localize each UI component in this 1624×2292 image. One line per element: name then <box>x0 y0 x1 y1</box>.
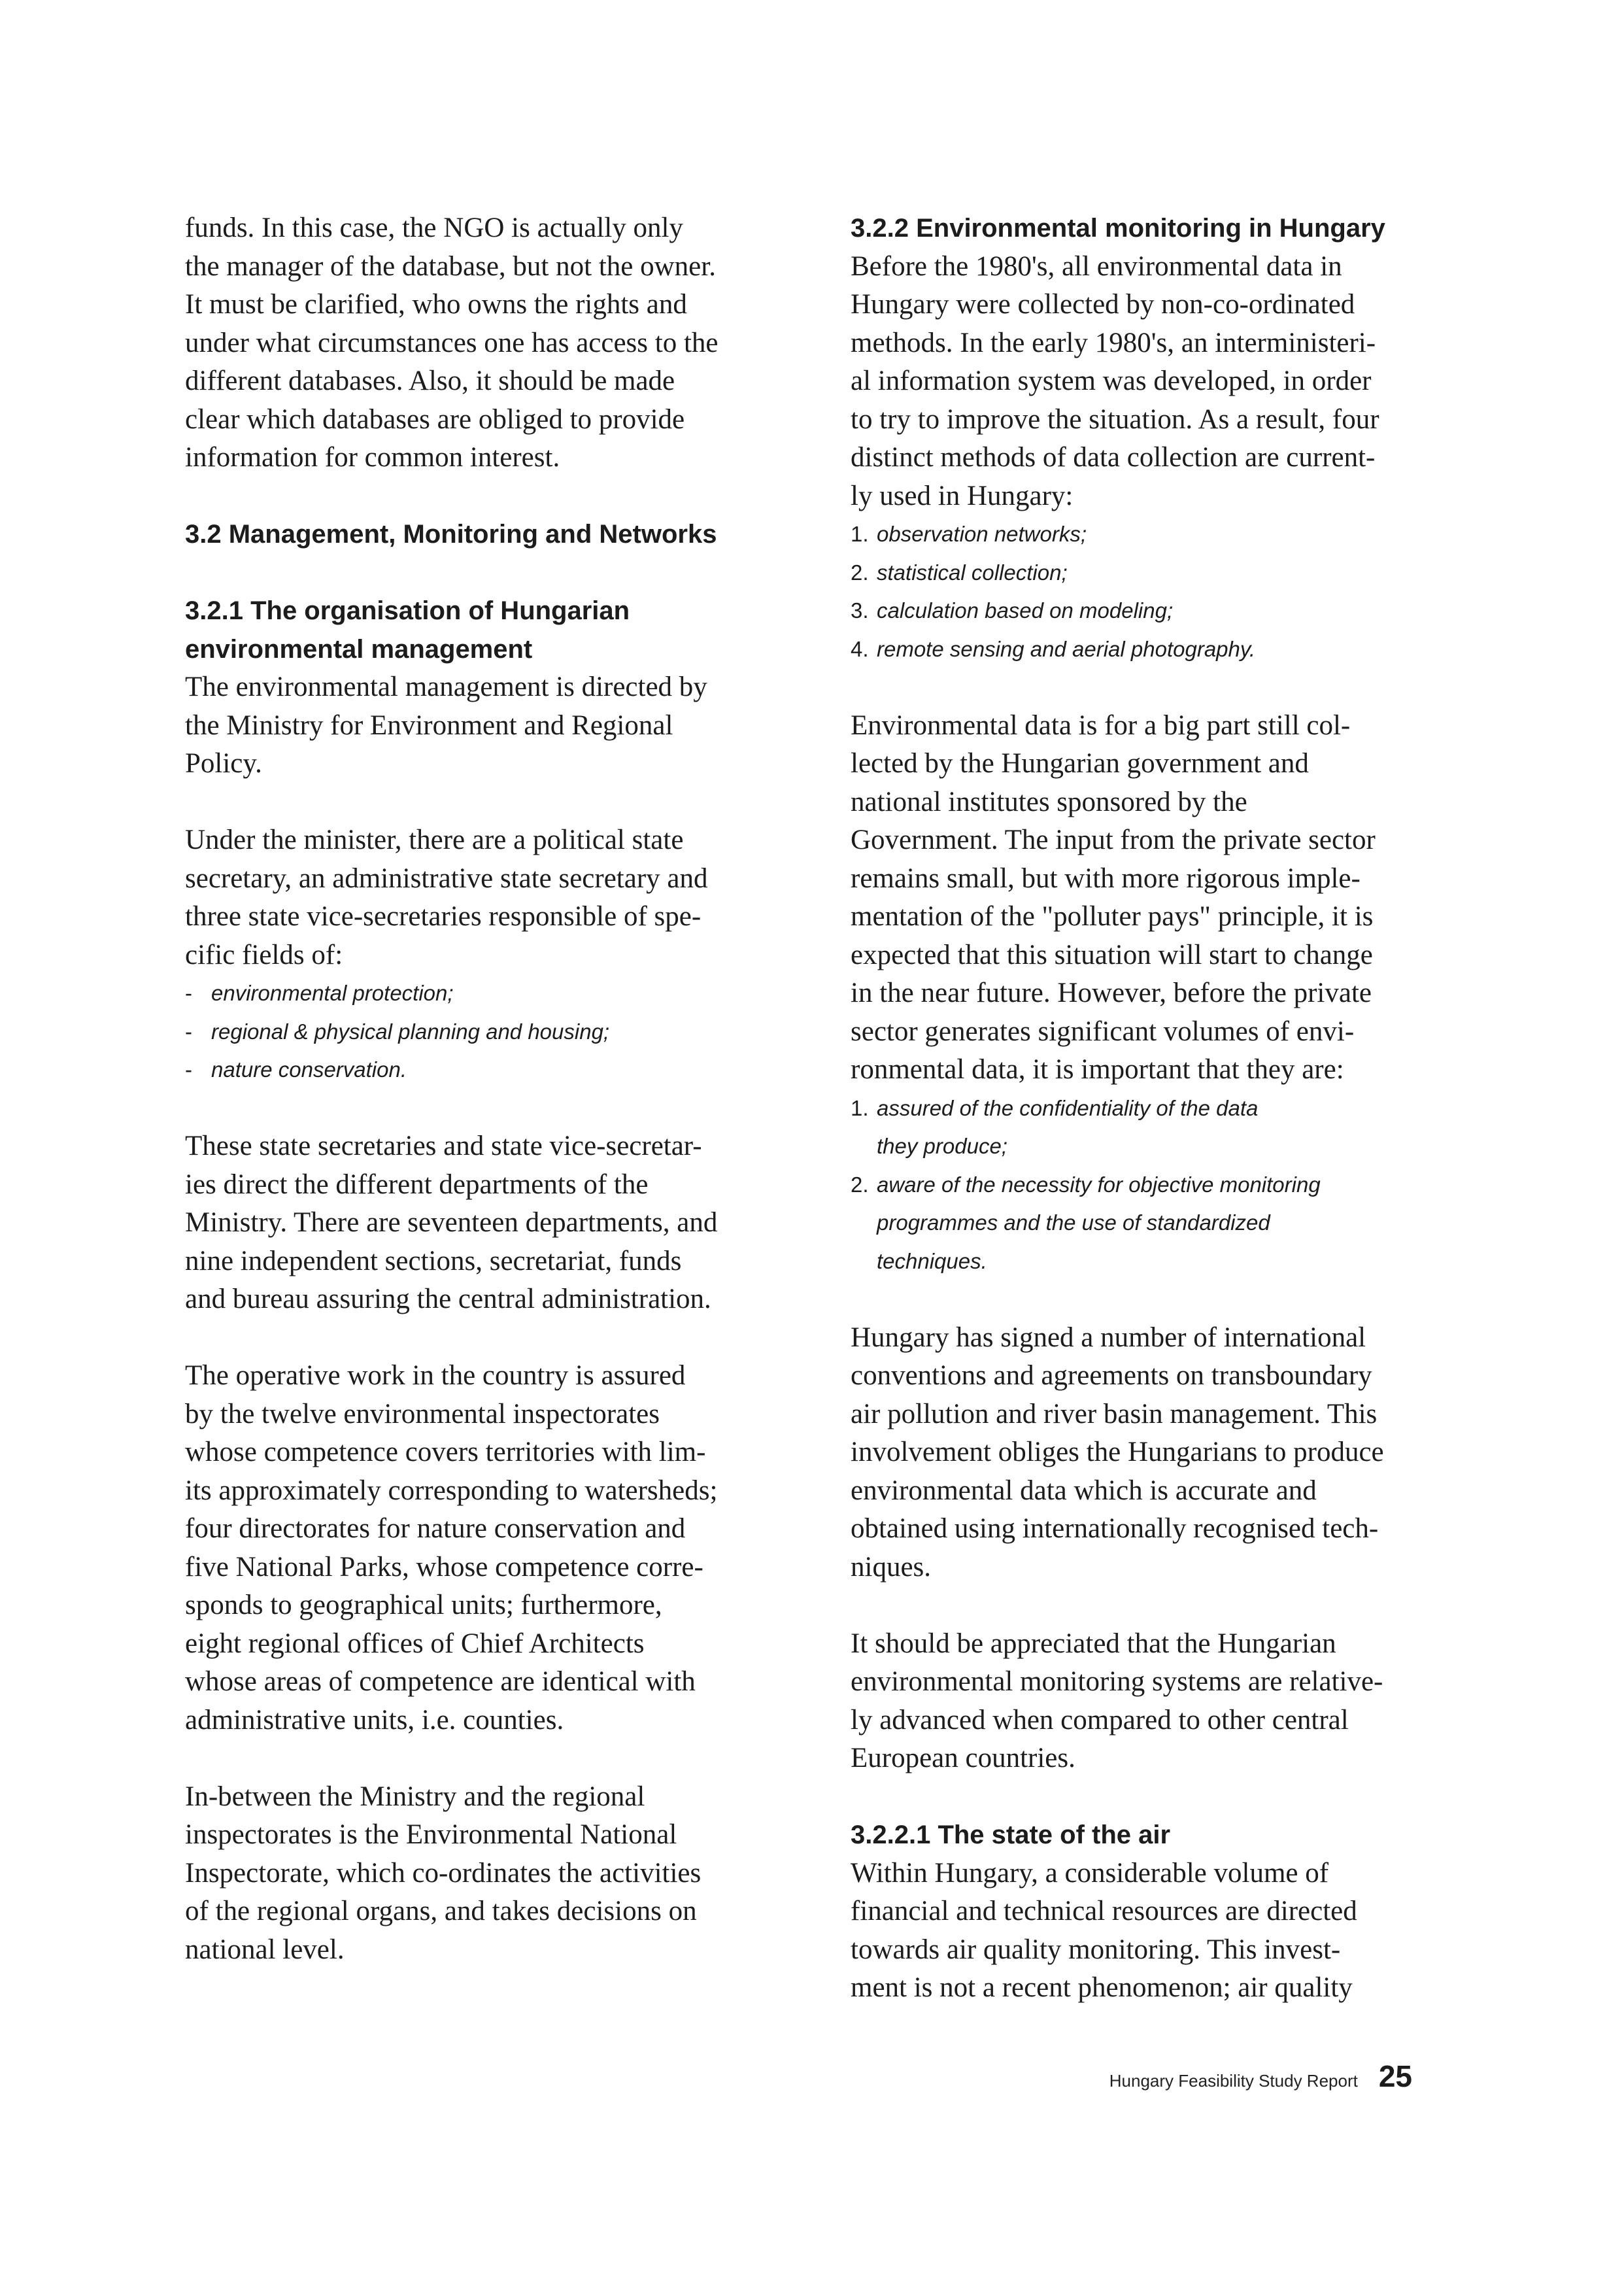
list-item: 2. statistical collection; <box>851 560 1068 585</box>
paragraph-database-ownership: funds. In this case, the NGO is actually only the manager of the database, but not the owner. It must be clarified, who owns the rights and under what circumstances one has access to the different databases. Also, it should be made clear which databases are obliged to provide information for common interest. <box>185 213 719 473</box>
paragraph-operative-work: The operative work in the country is assured by the twelve environmental inspectorates whose competence covers territories with lim- its approximately corresponding to watersheds; four directorates for nature conservation and five National Parks, whose competence corre- sponds to geographical units; furthermore, eight regional offices of Chief Architects whose areas of competence are identical with administrative units, i.e. counties. <box>185 1360 718 1736</box>
paragraph-monitoring-history: Before the 1980's, all environmental data in Hungary were collected by non-co-ordinated methods. In the early 1980's, an interministeri- al information system was developed, in order to try to improve the situation. As a result, four distinct methods of data collection are current- ly used in Hungary: <box>851 250 1379 511</box>
paragraph-air-quality: Within Hungary, a considerable volume of financial and technical resources are directed towards air quality monitoring. This invest- ment is not a recent phenomenon; air quality <box>851 1857 1357 2003</box>
page-footer <box>1072 2059 1412 2094</box>
section-heading-3-2-2-1: 3.2.2.1 The state of the air <box>851 1821 1171 1849</box>
list-item: 2. aware of the necessity for objective monitoring programmes and the use of standardized techniques. <box>851 1172 1321 1273</box>
requirements-list <box>851 1089 1439 1281</box>
paragraph-advanced-systems: It should be appreciated that the Hungarian environmental monitoring systems are relative- ly advanced when compared to other central European countries. <box>851 1628 1383 1773</box>
paragraph-private-sector: Environmental data is for a big part still col- lected by the Hungarian government and national institutes sponsored by the Government. The input from the private sector remains small, but with more rigorous imple- mentation of the "polluter pays" principle, it is expected that this situation will start to change in the near future. However, before the private sector generates significant volumes of envi- ronmental data, it is important that they are: <box>851 710 1376 1085</box>
section-heading-3-2: 3.2 Management, Monitoring and Networks <box>185 520 717 549</box>
paragraph-national-inspectorate: In-between the Ministry and the regional inspectorates is the Environmental National Inspectorate, which co-ordinates the activities of the regional organs, and takes decisions on national level. <box>185 1781 702 1965</box>
right-column <box>851 209 1439 2008</box>
section-heading-3-2-1: 3.2.1 The organisation of Hungarian environmental management <box>185 596 630 664</box>
fields-list <box>185 974 773 1089</box>
page-number: 25 <box>1378 2059 1412 2093</box>
list-item: - nature conservation. <box>185 1057 407 1082</box>
list-item: 1. assured of the confidentiality of the data they produce; <box>851 1095 1259 1158</box>
paragraph-minister-structure: Under the minister, there are a political state secretary, an administrative state secretary and three state vice-secretaries responsible of spe- cific fields of: <box>185 825 708 970</box>
list-item: - regional & physical planning and housing; <box>185 1019 610 1044</box>
report-title: Hungary Feasibility Study Report <box>1109 2071 1358 2091</box>
list-item: 4. remote sensing and aerial photography. <box>851 636 1256 661</box>
collection-methods-list <box>851 515 1439 668</box>
paragraph-ministry: The environmental management is directed by the Ministry for Environment and Regional Policy. <box>185 672 707 779</box>
list-item: - environmental protection; <box>185 981 454 1005</box>
left-column <box>185 209 773 1969</box>
list-item: 1. observation networks; <box>851 522 1087 546</box>
paragraph-departments: These state secretaries and state vice-secretar- ies direct the different departments of the Ministry. There are seventeen departments, and nine independent sections, secretariat, funds and bureau assuring the central administration. <box>185 1131 718 1314</box>
list-item: 3. calculation based on modeling; <box>851 598 1174 623</box>
paragraph-international-conventions: Hungary has signed a number of international conventions and agreements on transboundary air pollution and river basin management. This involvement obliges the Hungarians to produce environmental data which is accurate and obtained using internationally recognised tech- niques. <box>851 1322 1384 1582</box>
section-heading-3-2-2: 3.2.2 Environmental monitoring in Hungary <box>851 214 1385 243</box>
